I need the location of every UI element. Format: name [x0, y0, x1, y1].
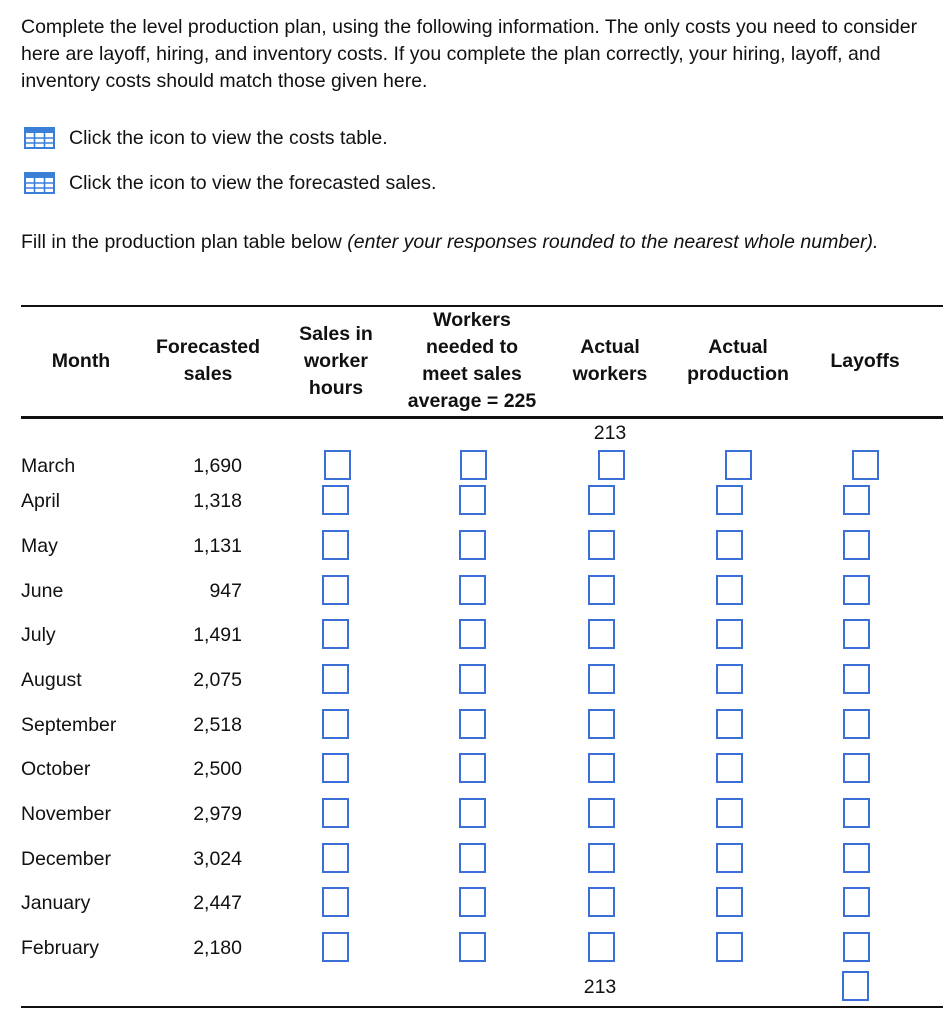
layoffs-input[interactable]: [843, 753, 870, 783]
actual-workers-input[interactable]: [588, 887, 615, 917]
actual-production-input[interactable]: [716, 887, 743, 917]
forecasted-sales-cell: 2,180: [193, 937, 242, 959]
extra-layoffs-input[interactable]: [842, 971, 869, 1001]
actual-workers-input[interactable]: [588, 753, 615, 783]
sales-worker-hours-input[interactable]: [322, 619, 349, 649]
table-bottom-rule: [21, 1006, 943, 1008]
forecasted-sales-cell: 1,690: [193, 455, 242, 477]
header-sales-worker-hours: Sales in worker hours: [299, 322, 373, 399]
sales-worker-hours-input[interactable]: [322, 575, 349, 605]
sales-worker-hours-input[interactable]: [322, 530, 349, 560]
layoffs-input[interactable]: [843, 530, 870, 560]
layoffs-input[interactable]: [843, 664, 870, 694]
sales-worker-hours-input[interactable]: [322, 932, 349, 962]
costs-table-link[interactable]: [24, 125, 388, 151]
initial-workers-note: 213: [593, 422, 627, 444]
actual-workers-input[interactable]: [588, 932, 615, 962]
month-cell: February: [21, 937, 100, 959]
layoffs-input[interactable]: [843, 932, 870, 962]
workers-needed-input[interactable]: [459, 485, 486, 515]
sales-worker-hours-input[interactable]: [322, 664, 349, 694]
workers-needed-input[interactable]: [459, 664, 486, 694]
month-cell: April: [21, 490, 61, 512]
layoffs-input[interactable]: [843, 619, 870, 649]
forecasted-sales-link-label[interactable]: Click the icon to view the forecasted sales.: [69, 171, 437, 194]
workers-needed-input[interactable]: [459, 753, 486, 783]
actual-production-input[interactable]: [716, 575, 743, 605]
actual-production-input[interactable]: [725, 450, 752, 480]
actual-production-input[interactable]: [716, 530, 743, 560]
sales-worker-hours-input[interactable]: [322, 709, 349, 739]
workers-needed-input[interactable]: [459, 530, 486, 560]
header-month: Month: [51, 349, 111, 372]
actual-workers-input[interactable]: [588, 664, 615, 694]
actual-workers-input[interactable]: [588, 530, 615, 560]
layoffs-input[interactable]: [843, 798, 870, 828]
actual-production-input[interactable]: [716, 485, 743, 515]
month-cell: March: [21, 455, 76, 477]
instructions-intro: Complete the level production plan, using the following information. The only costs you need to consider here are layoff, hiring, and inventory costs. If you complete the plan correctly, your hiring, layoff, and inventory costs should match those given here.: [21, 16, 918, 92]
month-cell: June: [21, 580, 64, 602]
actual-workers-input[interactable]: [588, 843, 615, 873]
sales-worker-hours-input[interactable]: [322, 843, 349, 873]
workers-needed-input[interactable]: [459, 887, 486, 917]
actual-workers-input[interactable]: [588, 798, 615, 828]
forecasted-sales-cell: 2,500: [193, 758, 242, 780]
actual-production-input[interactable]: [716, 664, 743, 694]
workers-needed-input[interactable]: [460, 450, 487, 480]
sales-worker-hours-input[interactable]: [322, 485, 349, 515]
month-cell: November: [21, 803, 111, 825]
workers-needed-input[interactable]: [459, 798, 486, 828]
forecasted-sales-cell: 3,024: [193, 848, 242, 870]
layoffs-input[interactable]: [852, 450, 879, 480]
header-actual-production: Actual production: [687, 336, 789, 385]
month-cell: October: [21, 758, 91, 780]
header-forecasted-sales: Forecasted sales: [155, 336, 261, 385]
layoffs-input[interactable]: [843, 843, 870, 873]
layoffs-input[interactable]: [843, 709, 870, 739]
table-grid-icon[interactable]: [24, 127, 55, 149]
actual-workers-input[interactable]: [588, 575, 615, 605]
forecasted-sales-cell: 2,447: [193, 892, 242, 914]
header-workers-needed: Workers needed to meet sales average = 225: [407, 309, 537, 412]
sales-worker-hours-input[interactable]: [322, 753, 349, 783]
actual-production-input[interactable]: [716, 843, 743, 873]
forecasted-sales-cell: 2,518: [193, 714, 242, 736]
actual-production-input[interactable]: [716, 932, 743, 962]
month-cell: December: [21, 848, 111, 870]
actual-workers-input[interactable]: [598, 450, 625, 480]
actual-production-input[interactable]: [716, 798, 743, 828]
actual-workers-input[interactable]: [588, 485, 615, 515]
forecasted-sales-cell: 1,491: [193, 624, 242, 646]
sales-worker-hours-input[interactable]: [322, 887, 349, 917]
forecasted-sales-cell: 1,131: [193, 535, 242, 557]
month-cell: May: [21, 535, 58, 557]
forecasted-sales-link[interactable]: [24, 170, 436, 196]
table-grid-icon[interactable]: [24, 172, 55, 194]
layoffs-input[interactable]: [843, 485, 870, 515]
workers-needed-input[interactable]: [459, 932, 486, 962]
forecasted-sales-cell: 2,075: [193, 669, 242, 691]
sales-worker-hours-input[interactable]: [322, 798, 349, 828]
month-cell: September: [21, 714, 117, 736]
costs-table-link-label[interactable]: Click the icon to view the costs table.: [69, 126, 388, 149]
fill-in-instructions: [21, 229, 921, 256]
actual-production-input[interactable]: [716, 753, 743, 783]
actual-workers-input[interactable]: [588, 709, 615, 739]
workers-needed-input[interactable]: [459, 843, 486, 873]
month-cell: January: [21, 892, 91, 914]
table-header-rule: [21, 416, 943, 419]
fill-in-text: Fill in the production plan table below: [21, 231, 348, 253]
forecasted-sales-cell: 2,979: [193, 803, 242, 825]
actual-workers-input[interactable]: [588, 619, 615, 649]
month-cell: July: [21, 624, 56, 646]
ending-workers-note: 213: [583, 976, 617, 998]
workers-needed-input[interactable]: [459, 709, 486, 739]
workers-needed-input[interactable]: [459, 575, 486, 605]
fill-in-emphasis: (enter your responses rounded to the nearest whole number).: [347, 231, 879, 253]
actual-production-input[interactable]: [716, 619, 743, 649]
layoffs-input[interactable]: [843, 887, 870, 917]
sales-worker-hours-input[interactable]: [324, 450, 351, 480]
actual-production-input[interactable]: [716, 709, 743, 739]
forecasted-sales-cell: 1,318: [193, 490, 242, 512]
month-cell: August: [21, 669, 82, 691]
forecasted-sales-cell: 947: [209, 580, 242, 602]
header-actual-workers: Actual workers: [572, 336, 648, 385]
workers-needed-input[interactable]: [459, 619, 486, 649]
header-layoffs: Layoffs: [830, 349, 900, 372]
layoffs-input[interactable]: [843, 575, 870, 605]
